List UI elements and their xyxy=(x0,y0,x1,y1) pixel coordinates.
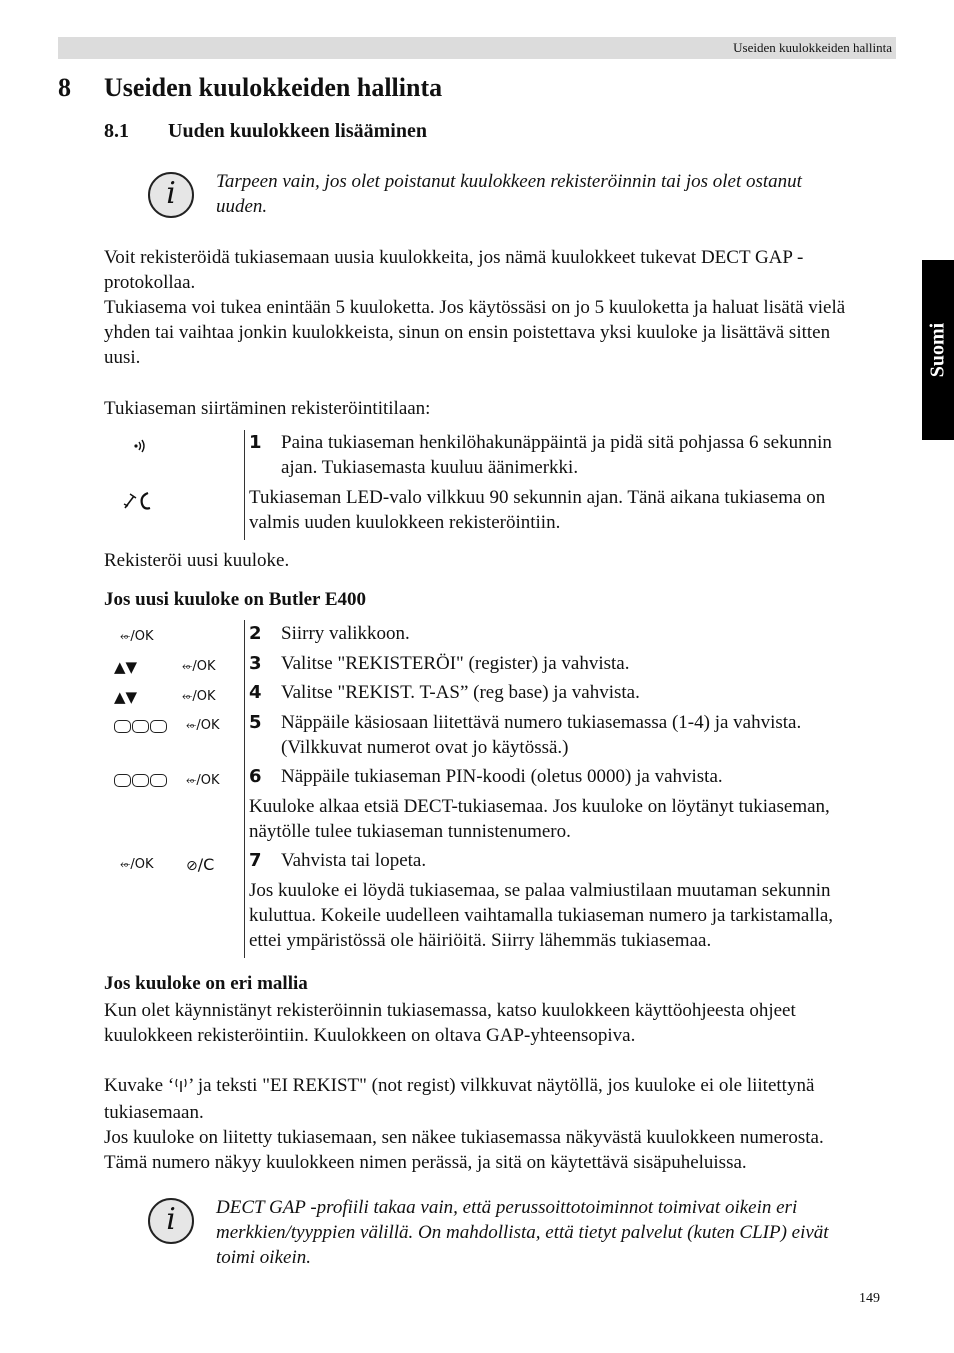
note-2-line: DECT GAP -profiili takaa vain, että perussoittotoiminnot toimivat oikein eri xyxy=(216,1197,798,1218)
running-header: Useiden kuulokkeiden hallinta xyxy=(58,37,896,59)
step-1 xyxy=(249,430,895,480)
note-1-line: Tarpeen vain, jos olet poistanut kuulokkeen rekisteröinnin tai jos olet ostanut xyxy=(216,171,802,192)
cancel-c-key-icon: ⊘/C xyxy=(186,855,215,874)
icon-text-paragraph xyxy=(104,1073,896,1175)
led-info-line: valmis uuden kuulokkeen rekisteröintiin. xyxy=(249,512,561,533)
search-info xyxy=(249,794,895,844)
intro-line: uusi. xyxy=(104,347,141,368)
step-text: Vahvista tai lopeta. xyxy=(281,850,427,871)
fail-info-line: kuluttua. Kokeile uudelleen vaihtamalla tukiaseman numero ja tarkistamalla, xyxy=(249,905,834,926)
note-2 xyxy=(216,1195,896,1270)
section-number: 8.1 xyxy=(104,120,129,142)
icon-text-line: Jos kuuloke on liitetty tukiasemaan, sen näkee tukiasemassa näkyvästä kuulokkeen numerosta. xyxy=(104,1127,824,1148)
base-mode-title: Tukiaseman siirtäminen rekisteröintitilaan: xyxy=(104,398,431,419)
step-text: Paina tukiaseman henkilöhakunäppäintä ja pidä sitä pohjassa 6 sekunnin xyxy=(281,432,832,453)
led-signal-icon xyxy=(122,490,154,516)
language-tab-label: Suomi xyxy=(926,322,949,378)
step-text: Näppäile tukiaseman PIN-koodi (oletus 0000) ja vahvista. xyxy=(281,766,723,787)
step-4 xyxy=(249,680,895,705)
ok-key-icon: ⬰/OK xyxy=(182,659,216,674)
note-2-line: toimi oikein. xyxy=(216,1247,311,1268)
icon-text-line: tukiasemaan. xyxy=(104,1102,204,1123)
step-5 xyxy=(249,710,895,760)
no-signal-antenna-icon xyxy=(174,1075,188,1100)
ok-key-icon: ⬰/OK xyxy=(186,718,220,733)
step-text: ajan. Tukiasemasta kuuluu äänimerkki. xyxy=(281,457,579,478)
intro-line: Tukiasema voi tukea enintään 5 kuuloketta. Jos käytössäsi on jo 5 kuuloketta ja haluat lisätä vielä xyxy=(104,297,846,318)
ok-key-icon: ⬰/OK xyxy=(120,629,154,644)
step-number: 4 xyxy=(249,682,262,703)
section-title: Uuden kuulokkeen lisääminen xyxy=(168,120,427,142)
search-info-line: Kuuloke alkaa etsiä DECT-tukiasemaa. Jos kuuloke on löytänyt tukiaseman, xyxy=(249,796,830,817)
c-key-label: /C xyxy=(197,855,215,874)
intro-line: Voit rekisteröidä tukiasemaan uusia kuulokkeita, jos nämä kuulokkeet tukevat DECT GAP - xyxy=(104,247,804,268)
ok-key-icon: ⬰/OK xyxy=(120,857,154,872)
ok-key-icon: ⬰/OK xyxy=(186,773,220,788)
step-text: (Vilkkuvat numerot ovat jo käytössä.) xyxy=(281,737,569,758)
note-1 xyxy=(216,169,896,219)
step-text: Siirry valikkoon. xyxy=(281,623,410,644)
page-number: 149 xyxy=(859,1291,880,1306)
other-model-line: kuulokkeen rekisteröintiin. Kuulokkeen on oltava GAP-yhteensopiva. xyxy=(104,1025,636,1046)
note-1-line: uuden. xyxy=(216,196,268,217)
fail-info-line: Jos kuuloke ei löydä tukiasemaa, se palaa valmiustilaan muutaman sekunnin xyxy=(249,880,831,901)
language-tab xyxy=(922,260,954,440)
keypad-keys-icon xyxy=(114,720,167,733)
paging-button-icon xyxy=(132,437,148,457)
fail-info xyxy=(249,878,895,953)
intro-paragraph xyxy=(104,245,896,370)
icon-text-part: Kuvake ‘ xyxy=(104,1075,175,1096)
step-2 xyxy=(249,621,895,646)
note-2-line: merkkien/tyyppien välillä. On mahdollista, että tietyt palvelut (kuten CLIP) eivät xyxy=(216,1222,829,1243)
step-3 xyxy=(249,651,895,676)
chapter-title: Useiden kuulokkeiden hallinta xyxy=(104,73,443,102)
search-info-line: näytölle tulee tukiaseman tunnistenumero. xyxy=(249,821,571,842)
step-number: 7 xyxy=(249,850,262,871)
icon-text-line: Tämä numero näkyy kuulokkeen nimen perässä, ja sitä on käytettävä sisäpuheluissa. xyxy=(104,1152,747,1173)
up-down-arrows-icon: ▲▼ xyxy=(114,658,138,676)
icon-text-line xyxy=(104,1073,896,1100)
step-number: 2 xyxy=(249,623,262,644)
step-number: 1 xyxy=(249,432,262,453)
icon-text-part: ’ ja teksti "EI REKIST" (not regist) vilkkuvat näytöllä, jos kuuloke ei ole liitettynä xyxy=(188,1075,815,1096)
fail-info-line: ettei ympäristössä ole häiriöitä. Siirry lähemmäs tukiasemaa. xyxy=(249,930,712,951)
ok-key-icon: ⬰/OK xyxy=(182,689,216,704)
step-text: Valitse "REKIST. T-AS” (reg base) ja vahvista. xyxy=(281,682,640,703)
step-number: 3 xyxy=(249,653,262,674)
step-number: 6 xyxy=(249,766,262,787)
info-i-icon: i xyxy=(148,1198,194,1244)
intro-line: yhden tai vaihtaa jonkin kuulokkeista, sinun on ensin poistettava yksi kuuloke ja lisättävä sitten xyxy=(104,322,831,343)
chapter-number: 8 xyxy=(58,73,71,102)
other-model-paragraph xyxy=(104,998,896,1048)
step-7 xyxy=(249,848,895,873)
step-divider xyxy=(244,620,245,958)
keypad-keys-icon xyxy=(114,774,167,787)
led-info-line: Tukiaseman LED-valo vilkkuu 90 sekunnin ajan. Tänä aikana tukiasema on xyxy=(249,487,826,508)
other-model-line: Kun olet käynnistänyt rekisteröinnin tukiasemassa, katso kuulokkeen käyttöohjeesta ohjeet xyxy=(104,1000,796,1021)
step-number: 5 xyxy=(249,712,262,733)
intro-line: protokollaa. xyxy=(104,272,196,293)
up-down-arrows-icon: ▲▼ xyxy=(114,688,138,706)
register-new-text: Rekisteröi uusi kuuloke. xyxy=(104,550,290,571)
step-text: Näppäile käsiosaan liitettävä numero tukiasemassa (1-4) ja vahvista. xyxy=(281,712,802,733)
info-i-icon: i xyxy=(148,172,194,218)
other-model-title: Jos kuuloke on eri mallia xyxy=(104,973,308,994)
step-divider xyxy=(244,430,245,540)
butler-title: Jos uusi kuuloke on Butler E400 xyxy=(104,589,367,610)
led-info xyxy=(249,485,895,535)
step-text: Valitse "REKISTERÖI" (register) ja vahvista. xyxy=(281,653,630,674)
step-6 xyxy=(249,764,895,789)
